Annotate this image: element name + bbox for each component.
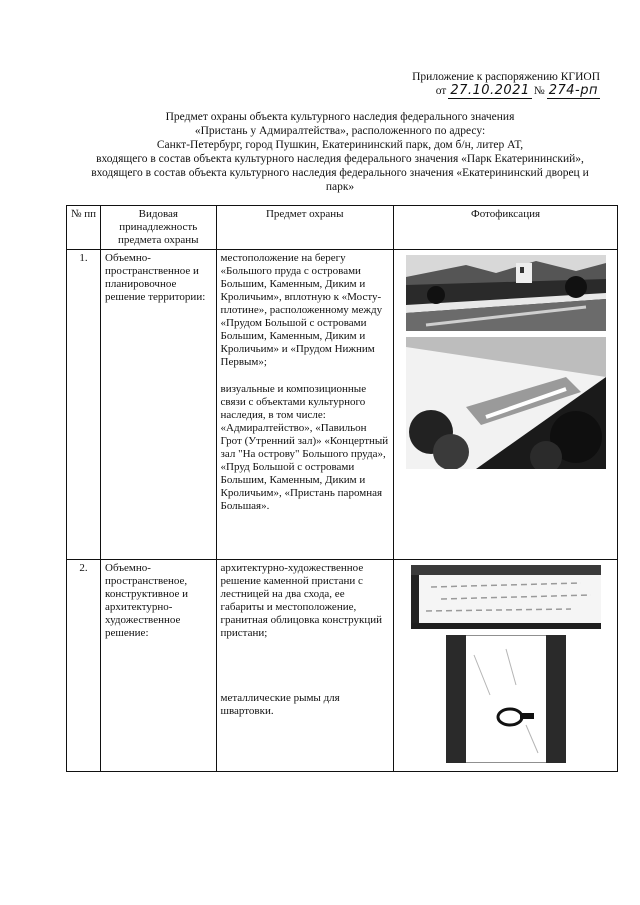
- header-subject: Предмет охраны: [216, 206, 394, 250]
- annex-number-label: №: [533, 85, 545, 97]
- heading-line: входящего в состав объекта культурного наследия федерального значения «Екатерининский дворец и: [91, 167, 589, 179]
- table-row: [67, 250, 618, 560]
- heading-line: Предмет охраны объекта культурного наследия федерального значения: [165, 111, 515, 123]
- subject-location: местоположение на берегу «Большого пруда с островами Большим, Каменным, Диким и Кроличьим», вплотную к «Мосту-плотине», расположенному между «Прудом Большой с островами Большим, Каменным, Диким и Кроличьим» и «Прудом Нижним Первым»;: [220, 252, 383, 368]
- header-num: № пп: [67, 206, 101, 250]
- mooring-ring-photo: [446, 635, 566, 763]
- subject-architecture: архитектурно-художественное решение каменной пристани с лестницей на два схода, ее габариты и местоположение, гранитная облицовка конструкций пристани;: [220, 562, 383, 639]
- row-photos: [394, 560, 618, 772]
- pier-aerial-photo: [406, 337, 606, 469]
- row-num: 1.: [67, 250, 101, 560]
- pier-overview-photo: [406, 255, 606, 331]
- annex-date: 27.10.2021: [450, 83, 530, 98]
- heading-line: Санкт-Петербург, город Пушкин, Екатерининский парк, дом б/н, литер АТ,: [156, 139, 524, 151]
- row-type: Объемно-пространственное и планировочное решение территории:: [101, 250, 216, 560]
- annex-title: Приложение к распоряжению КГИОП: [412, 71, 600, 83]
- header-photo: Фотофиксация: [394, 206, 618, 250]
- row-photos: [394, 250, 618, 560]
- header-type: Видовая принадлежность предмета охраны: [101, 206, 216, 250]
- row-subject: [216, 250, 394, 560]
- subject-mooring-rings: металлические рымы для швартовки.: [220, 692, 340, 717]
- annex-number: 274-рп: [548, 83, 598, 98]
- document-heading: [90, 110, 590, 194]
- annex-reference: [360, 70, 600, 99]
- row-subject: [216, 560, 394, 772]
- row-num: 2.: [67, 560, 101, 772]
- heading-line: парк»: [325, 181, 355, 193]
- table-row: [67, 560, 618, 772]
- pier-granite-photo: [411, 565, 601, 629]
- row-type: Объемно-пространственое, конструктивное и архитектурно-художественное решение:: [101, 560, 216, 772]
- annex-date-line: [360, 84, 600, 99]
- protection-subject-table: [66, 205, 618, 772]
- subject-visual-links: визуальные и композиционные связи с объектами культурного наследия, в том числе: «Адмиралтейство», «Павильон Грот (Утренний зал)» «Концертный зал "На острову" Большого пруда», «Пруд Большой с островами Большим, Каменным, Диким и Кроличьим», «Пристань паромная Большая».: [220, 383, 389, 512]
- table-header-row: [67, 206, 618, 250]
- heading-line: входящего в состав объекта культурного наследия федерального значения «Парк Екатерининский»,: [96, 153, 584, 165]
- annex-from-prefix: от: [435, 85, 447, 97]
- heading-line: «Пристань у Адмиралтейства», расположенного по адресу:: [194, 125, 486, 137]
